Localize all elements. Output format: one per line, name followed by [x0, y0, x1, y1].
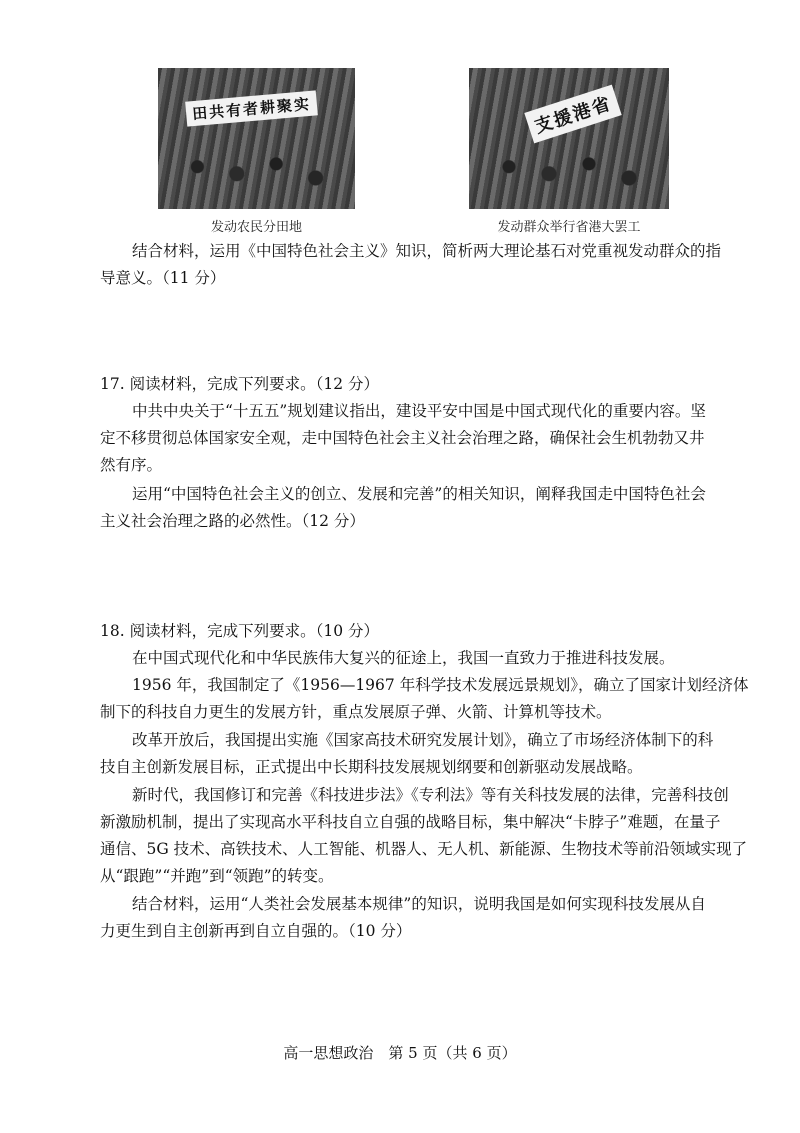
photo-banner: 田共有者耕聚实	[185, 90, 318, 126]
q18-paragraph-line: 在中国式现代化和中华民族伟大复兴的征途上，我国一直致力于推进科技发展。	[132, 649, 675, 667]
farmers-land-photo	[158, 68, 355, 209]
q17-task-line: 主义社会治理之路的必然性。（12 分）	[100, 512, 365, 530]
q18-paragraph-line: 从“跟跑”“并跑”到“领跑”的转变。	[100, 867, 334, 885]
q18-paragraph-line: 技自主创新发展目标，正式提出中长期科技发展规划纲要和创新驱动发展战略。	[100, 758, 643, 776]
q17-material-line: 然有序。	[100, 456, 163, 474]
q18-task-line: 结合材料，运用“人类社会发展基本规律”的知识，说明我国是如何实现科技发展从自	[132, 895, 706, 913]
q16-task-line: 导意义。（11 分）	[100, 269, 226, 287]
page-footer: 高一思想政治 第 5 页（共 6 页）	[283, 1044, 517, 1062]
q18-paragraph-line: 1956 年，我国制定了《1956—1967 年科学技术发展远景规划》，确立了国家计划经济体	[132, 676, 749, 694]
q18-paragraph-line: 通信、5G 技术、高铁技术、人工智能、机器人、无人机、新能源、生物技术等前沿领域实现了	[100, 840, 748, 858]
q16-task-line: 结合材料，运用《中国特色社会主义》知识，简析两大理论基石对党重视发动群众的指	[132, 242, 722, 260]
q18-paragraph-line: 新时代，我国修订和完善《科技进步法》《专利法》等有关科技发展的法律，完善科技创	[132, 786, 729, 804]
q18-heading: 18. 阅读材料，完成下列要求。（10 分）	[100, 622, 379, 640]
q18-task-line: 力更生到自主创新再到自立自强的。（10 分）	[100, 922, 412, 940]
photo-caption: 发动农民分田地	[210, 220, 302, 235]
q17-heading: 17. 阅读材料，完成下列要求。（12 分）	[100, 375, 379, 393]
photo-caption: 发动群众举行省港大罢工	[497, 220, 641, 235]
q17-material-line: 中共中央关于“十五五”规划建议指出，建设平安中国是中国式现代化的重要内容。坚	[132, 402, 706, 420]
q18-paragraph-line: 制下的科技自力更生的发展方针，重点发展原子弹、火箭、计算机等技术。	[100, 703, 612, 721]
q17-material-line: 定不移贯彻总体国家安全观，走中国特色社会主义社会治理之路，确保社会生机勃勃又井	[100, 429, 705, 447]
q18-paragraph-line: 改革开放后，我国提出实施《国家高技术研究发展计划》，确立了市场经济体制下的科	[132, 731, 714, 749]
q17-task-line: 运用“中国特色社会主义的创立、发展和完善”的相关知识，阐释我国走中国特色社会	[132, 485, 706, 503]
q18-paragraph-line: 新激励机制，提出了实现高水平科技自立自强的战略目标，集中解决“卡脖子”难题，在量子	[100, 813, 721, 831]
photo-banner: 支援港省	[524, 85, 621, 144]
strike-photo	[469, 68, 669, 209]
photo-row	[0, 68, 800, 238]
